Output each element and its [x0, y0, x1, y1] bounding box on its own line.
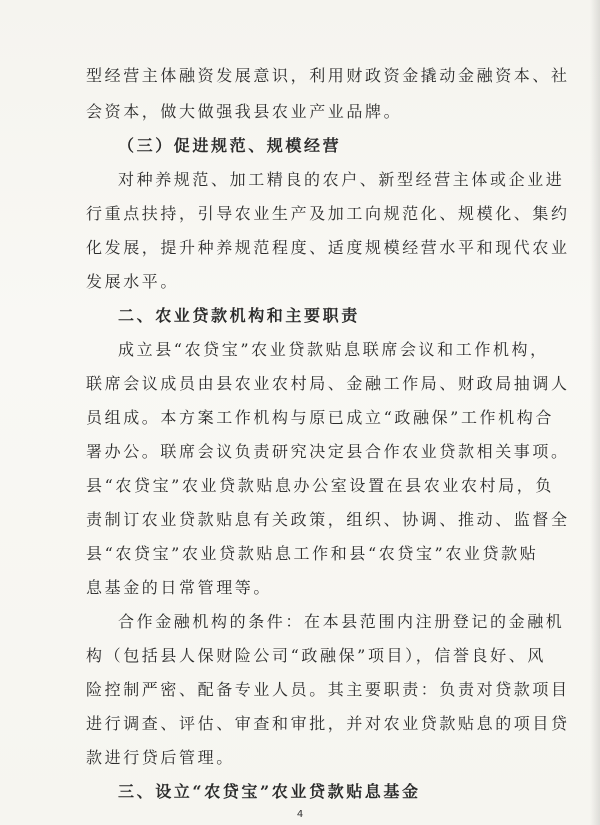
body-line-19: 险控制严密、配备专业人员。其主要职责：负责对贷款项目 [86, 680, 570, 699]
body-line-20: 进行调查、评估、审查和审批，并对农业贷款贴息的项目贷 [86, 714, 570, 733]
body-line-12: 署办公。联席会议负责研究决定县合作农业贷款相关事项。 [86, 442, 570, 461]
body-line-9: 成立县“农贷宝”农业贷款贴息联席会议和工作机构， [118, 340, 549, 359]
body-line-4: 对种养规范、加工精良的农户、新型经营主体或企业进 [118, 170, 565, 189]
body-line-5: 行重点扶持，引导农业生产及加工向规范化、规模化、集约 [86, 204, 570, 223]
page-edge-shadow [590, 0, 600, 825]
section-heading-3: （三）促进规范、规模经营 [118, 136, 342, 155]
body-line-13: 县“农贷宝”农业贷款贴息办公室设置在县农业农村局，负 [86, 476, 554, 495]
body-line-2: 会资本，做大做强我县农业产业品牌。 [86, 102, 403, 121]
body-line-11: 员组成。本方案工作机构与原已成立“政融保”工作机构合 [86, 408, 554, 427]
section-heading-3-fund: 三、设立“农贷宝”农业贷款贴息基金 [118, 782, 421, 801]
body-line-10: 联席会议成员由县农业农村局、金融工作局、财政局抽调人 [86, 374, 570, 393]
body-line-7: 发展水平。 [86, 272, 180, 291]
body-line-21: 款进行贷后管理。 [86, 748, 235, 767]
body-line-18: 构（包括县人保财险公司“政融保”项目），信誉良好、风 [86, 646, 546, 665]
body-line-17: 合作金融机构的条件：在本县范围内注册登记的金融机 [118, 612, 565, 631]
body-line-1: 型经营主体融资发展意识，利用财政资金撬动金融资本、社 [86, 66, 570, 85]
body-line-16: 息基金的日常管理等。 [86, 578, 273, 597]
body-line-15: 县“农贷宝”农业贷款贴息工作和县“农贷宝”农业贷款贴 [86, 544, 539, 563]
body-line-14: 责制订农业贷款贴息有关政策，组织、协调、推动、监督全 [86, 510, 570, 529]
page-number: 4 [296, 809, 304, 820]
section-heading-2: 二、农业贷款机构和主要职责 [118, 306, 360, 325]
body-line-6: 化发展，提升种养规范程度、适度规模经营水平和现代农业 [86, 238, 570, 257]
